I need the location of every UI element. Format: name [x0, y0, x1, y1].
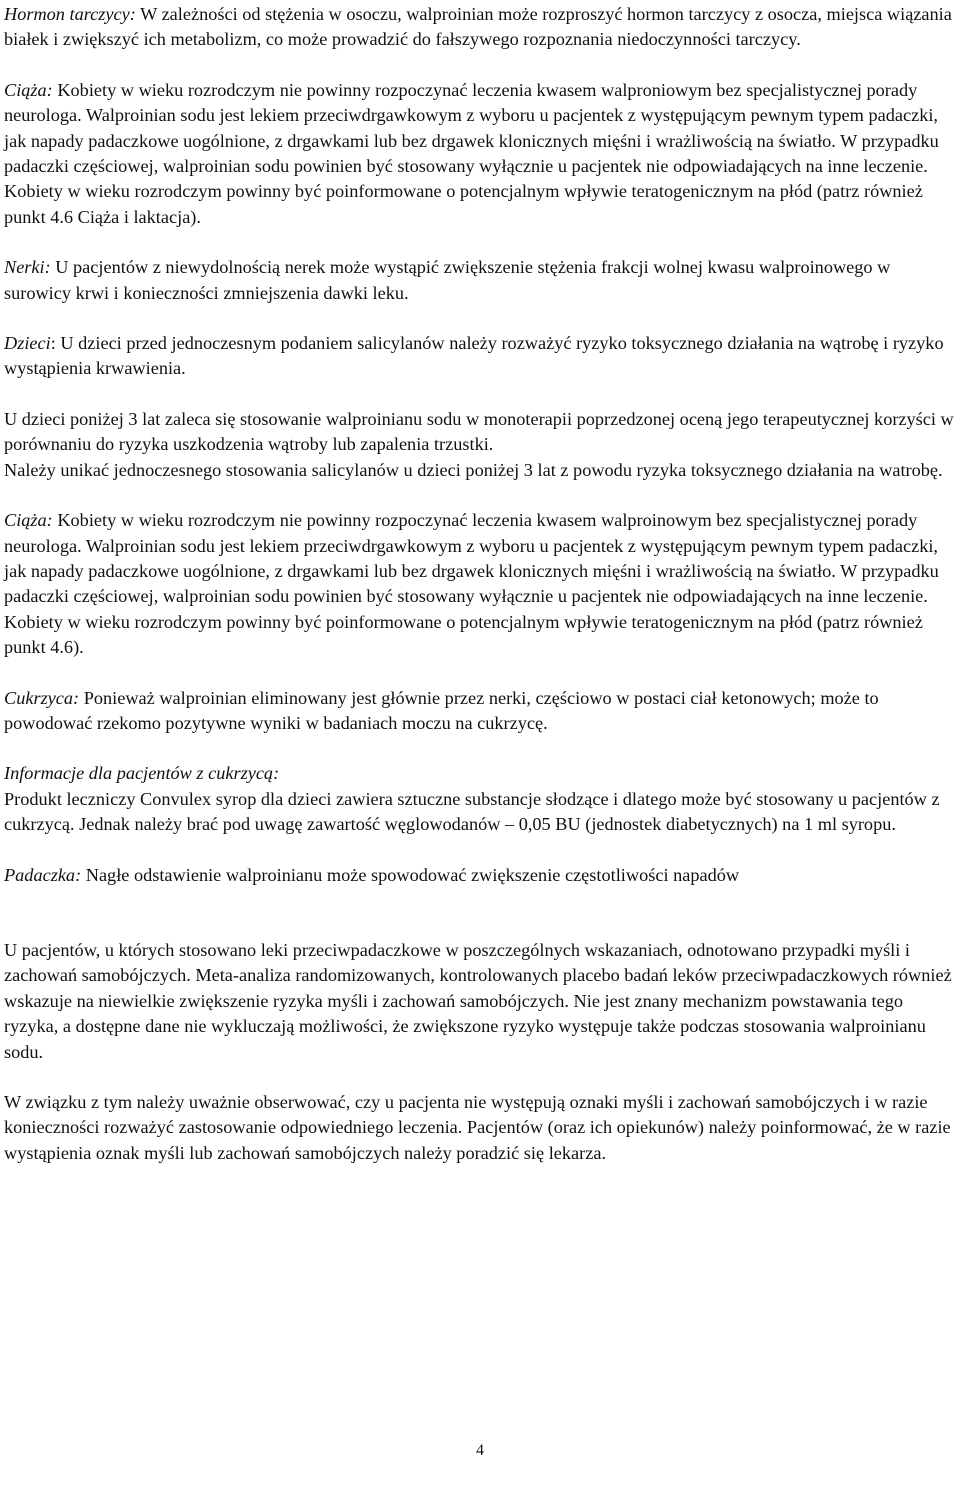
paragraph-suicidal-risk	[4, 938, 956, 1065]
paragraph-diabetic-info-heading	[4, 761, 956, 786]
paragraph-lead: Ciąża:	[4, 79, 53, 100]
paragraph-diabetes	[4, 686, 956, 737]
paragraph-text: Kobiety w wieku rozrodczym nie powinny rozpoczynać leczenia kwasem walproniowym bez specjalistycznej porady neurologa. Walproinian sodu jest lekiem przeciwdrgawkowym z wyboru u pacjentek z występującym pewnym typem padaczki, jak napady padaczkowe uogólnione, z drgawkami lub bez drgawek klonicznych mięśni i wrażliwością na światło. W przypadku padaczki częściowej, walproinian sodu powinien być stosowany wyłącznie u pacjentek nie odpowiadających na inne leczenie. Kobiety w wieku rozrodczym powinny być poinformowane o potencjalnym wpływie teratogenicznym na płód (patrz również punkt 4.6 Ciąża i laktacja).	[4, 79, 939, 227]
paragraph-diabetic-info	[4, 787, 956, 838]
paragraph-text: Nagłe odstawienie walproinianu może spowodować zwiększenie częstotliwości napadów	[81, 864, 740, 885]
paragraph-text: U pacjentów, u których stosowano leki przeciwpadaczkowe w poszczególnych wskazaniach, odnotowano przypadki myśli i zachowań samobójczych. Meta-analiza randomizowanych, kontrolowanych placebo badań leków przeciwpadaczkowych również wskazuje na niewielkie zwiększenie ryzyka myśli i zachowań samobójczych. Nie jest znany mechanizm powstawania tego ryzyka, a dostępne dane nie wykluczają możliwości, że zwiększone ryzyko występuje także podczas stosowania walproinianu sodu.	[4, 939, 952, 1062]
paragraph-lead: Cukrzyca:	[4, 687, 80, 708]
paragraph-lead: Ciąża:	[4, 510, 53, 531]
paragraph-lead: Nerki:	[4, 257, 51, 278]
paragraph-thyroid-hormone	[4, 2, 956, 53]
page-number: 4	[476, 1442, 484, 1459]
paragraph-children	[4, 331, 956, 382]
paragraph-text: Ponieważ walproinian eliminowany jest głównie przez nerki, częściowo w postaci ciał ketonowych; może to powodować rzekomo pozytywne wyniki w badaniach moczu na cukrzycę.	[4, 687, 879, 733]
paragraph-text: U dzieci poniżej 3 lat zaleca się stosowanie walproinianu sodu w monoterapii poprzedzonej oceną jego terapeutycznej korzyści w porównaniu do ryzyka uszkodzenia wątroby lub zapalenia trzustki.	[4, 408, 954, 455]
paragraph-pregnancy-2	[4, 508, 956, 660]
paragraph-text: W związku z tym należy uważnie obserwować, czy u pacjenta nie występują oznaki myśli i zachowań samobójczych i w razie konieczności rozważyć zastosowanie odpowiedniego leczenia. Pacjentów (oraz ich opiekunów) należy poinformować, że w razie wystąpienia oznak myśli lub zachowań samobójczych należy poradzić się lekarza.	[4, 1092, 951, 1163]
paragraph-lead: Dzieci	[4, 333, 51, 354]
paragraph-lead: Padaczka:	[4, 864, 82, 885]
paragraph-text: : U dzieci przed jednoczesnym podaniem salicylanów należy rozważyć ryzyko toksycznego działania na wątrobę i ryzyko wystąpienia krwawienia.	[4, 333, 944, 379]
paragraph-lead: Hormon tarczycy:	[4, 4, 136, 24]
paragraph-lead: Informacje dla pacjentów z cukrzycą:	[4, 763, 280, 784]
paragraph-epilepsy	[4, 863, 956, 888]
paragraph-observation	[4, 1090, 956, 1166]
paragraph-text: Należy unikać jednoczesnego stosowania salicylanów u dzieci poniżej 3 lat z powodu ryzyka toksycznego działania na watrobę.	[4, 459, 943, 480]
paragraph-children-under-3	[4, 407, 956, 458]
paragraph-text: Produkt leczniczy Convulex syrop dla dzieci zawiera sztuczne substancje słodzące i dlatego może być stosowany u pacjentów z cukrzycą. Jednak należy brać pod uwagę zawartość węglowodanów – 0,05 BU (jednostek diabetycznych) na 1 ml syropu.	[4, 788, 940, 835]
paragraph-text: U pacjentów z niewydolnością nerek może wystąpić zwiększenie stężenia frakcji wolnej kwasu walproinowego w surowicy krwi i konieczności zmniejszenia dawki leku.	[4, 257, 891, 303]
paragraph-text: Kobiety w wieku rozrodczym nie powinny rozpoczynać leczenia kwasem walproinowym bez specjalistycznej porady neurologa. Walproinian sodu jest lekiem przeciwdrgawkowym z wyboru u pacjentek z występującym pewnym typem padaczki, jak napady padaczkowe uogólnione, z drgawkami lub bez drgawek klonicznych mięśni i wrażliwością na światło. W przypadku padaczki częściowej, walproinian sodu powinien być stosowany wyłącznie u pacjentek nie odpowiadających na inne leczenie. Kobiety w wieku rozrodczym powinny być poinformowane o potencjalnym wpływie teratogenicznym na płód (patrz również punkt 4.6).	[4, 510, 939, 658]
paragraph-salicylates	[4, 458, 956, 483]
paragraph-kidneys	[4, 255, 956, 306]
paragraph-text: W zależności od stężenia w osoczu, walproinian może rozproszyć hormon tarczycy z osocza, miejsca wiązania białek i zwiększyć ich metabolizm, co może prowadzić do fałszywego rozpoznania niedoczynności tarczycy.	[4, 4, 952, 50]
document-page	[4, 2, 956, 1166]
paragraph-pregnancy-1	[4, 78, 956, 230]
